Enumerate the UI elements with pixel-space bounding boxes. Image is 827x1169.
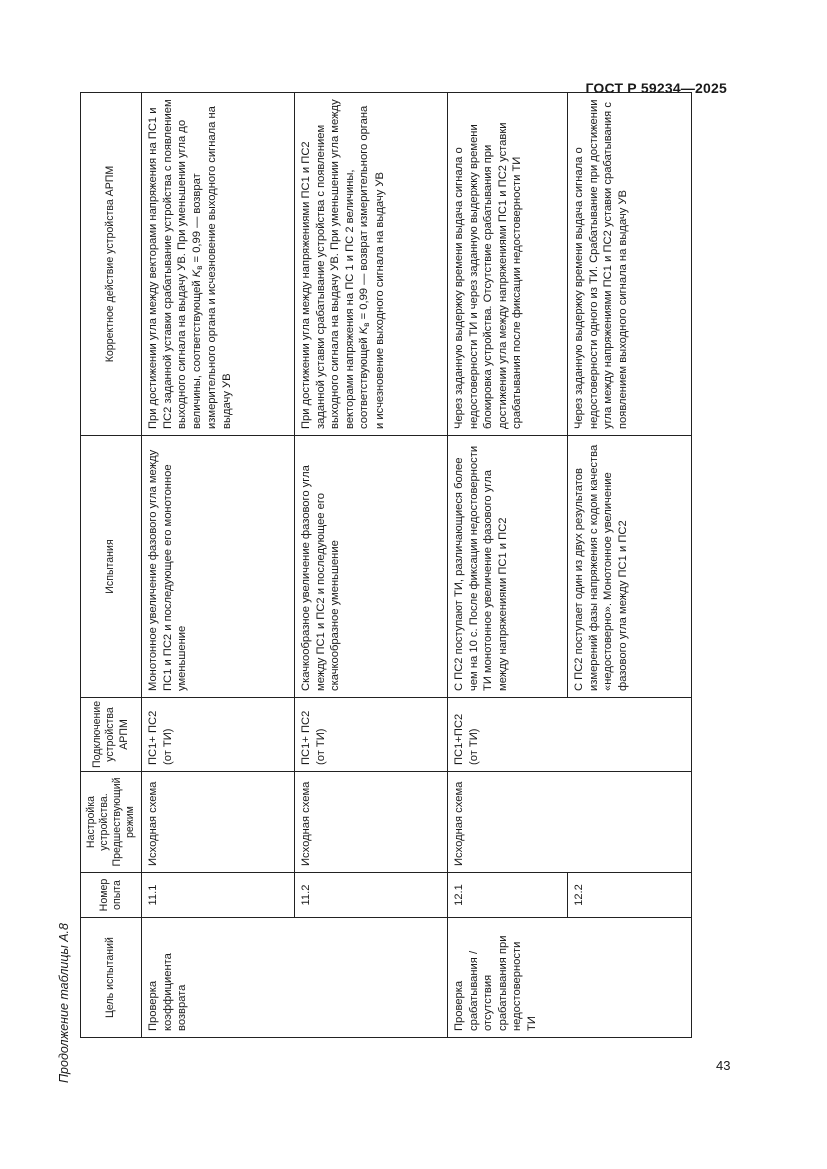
cell-test: С ПС2 поступают ТИ, различающиеся более чем на 10 с. После фиксации недостоверности ТИ монотонное увеличение фазового угла между напряжениями ПС1 и ПС2 <box>448 436 568 698</box>
table-row <box>295 93 448 1038</box>
col-header-action: Корректное действие устройства АРПМ <box>81 93 142 436</box>
cell-setup: Исходная схема <box>295 772 448 873</box>
col-header-setup: Настройка устройства. Предшествующий режим <box>81 772 142 873</box>
cell-connection: ПС1+ ПС2 (от ТИ) <box>295 698 448 772</box>
cell-number: 11.2 <box>295 873 448 918</box>
col-header-test: Испытания <box>81 436 142 698</box>
action-text-b: = 0,99 — возврат измерительного органа и исчезновение выходного сигнала на выдачу УВ <box>358 105 386 429</box>
action-text-a: При достижении угла между векторами напряжения на ПС1 и ПС2 заданной уставки срабатывание устройства с появлением выходного сигнала на выдачу УВ. При уменьшении угла до величины, соответствующей <box>147 99 203 429</box>
col-header-connection: Подключение устройства АРПМ <box>81 698 142 772</box>
table-row <box>568 93 692 1038</box>
table-row <box>142 93 295 1038</box>
coefficient-symbol: K <box>190 269 203 278</box>
rotated-table-page <box>55 93 695 1083</box>
cell-action <box>142 93 295 436</box>
col-header-purpose: Цель испытаний <box>81 918 142 1038</box>
cell-action: Через заданную выдержку времени выдача сигнала о недостоверности ТИ и через заданную выдержку времени блокировка устройства. Отсутствие срабатывания при достижении угла между напряжениями ПС1 и ПС2 уставки срабатывания после фиксации недостоверности ТИ <box>448 93 568 436</box>
cell-number: 12.1 <box>448 873 568 918</box>
coefficient-subscript: в <box>194 265 204 270</box>
test-table <box>80 92 692 1038</box>
cell-purpose: Проверка срабатывания /отсутствия срабатывания при недостоверности ТИ <box>448 918 692 1038</box>
table-row <box>448 93 568 1038</box>
cell-test: С ПС2 поступает один из двух результатов измерений фазы напряжения с кодом качества «недостоверно». Монотонное увеличение фазового угла между ПС1 и ПС2 <box>568 436 692 698</box>
cell-action <box>295 93 448 436</box>
cell-setup: Исходная схема <box>142 772 295 873</box>
document-code: ГОСТ Р 59234—2025 <box>585 80 727 96</box>
table-header-row <box>81 93 142 1038</box>
coefficient-symbol: K <box>358 326 371 335</box>
cell-connection: ПС1+ПС2 (от ТИ) <box>448 698 692 772</box>
cell-test: Монотонное увеличение фазового угла между ПС1 и ПС2 и последующее его монотонное уменьшение <box>142 436 295 698</box>
cell-number: 11.1 <box>142 873 295 918</box>
cell-purpose: Проверка коэффициента возврата <box>142 918 448 1038</box>
cell-connection: ПС1+ ПС2 (от ТИ) <box>142 698 295 772</box>
col-header-number: Номер опыта <box>81 873 142 918</box>
cell-test: Скачкообразное увеличение фазового угла между ПС1 и ПС2 и последующее его скачкообразное уменьшение <box>295 436 448 698</box>
cell-number: 12.2 <box>568 873 692 918</box>
coefficient-subscript: в <box>362 322 372 327</box>
action-text-b: = 0,99 — возврат измерительного органа и исчезновение выходного сигнала на выдачу УВ <box>190 106 233 429</box>
cell-action: Через заданную выдержку времени выдача сигнала о недостоверности одного из ТИ. Срабатывание при достижении угла между напряжениями ПС1 и ПС2 уставки срабатывания с появлением выходного сигнала на выдачу УВ <box>568 93 692 436</box>
cell-setup: Исходная схема <box>448 772 692 873</box>
action-text-a: При достижении угла между напряжениями ПС1 и ПС2 заданной уставки срабатывание устройства с появлением выходного сигнала на выдачу УВ. При уменьшении угла между векторами напряжения на ПС 1 и ПС 2 величины, соответствующей <box>300 99 371 429</box>
table-caption: Продолжение таблицы А.8 <box>57 923 71 1083</box>
page-number: 43 <box>716 1058 731 1073</box>
